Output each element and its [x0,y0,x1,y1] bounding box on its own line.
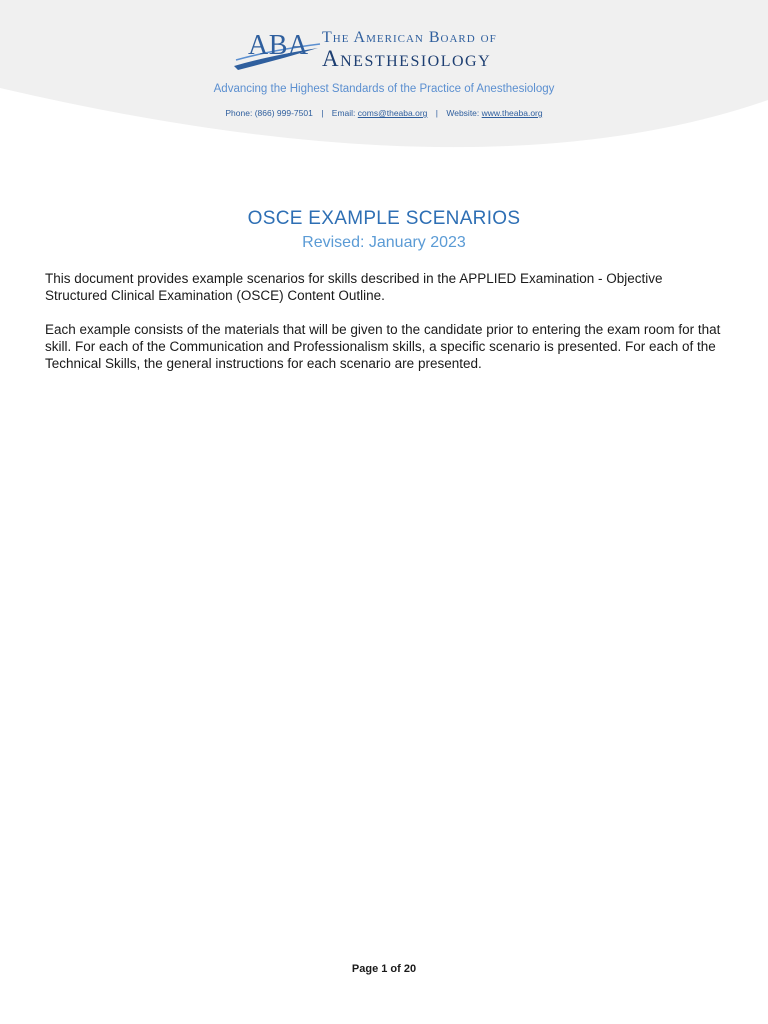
contact-separator: | [321,108,324,118]
contact-email-label: Email: [331,108,356,118]
body-paragraph: Each example consists of the materials that will be given to the candidate prior to entering the exam room for that skill. For each of the Communication and Professionalism skills, a specific scenario is presented. For each of the Technical Skills, the general instructions for each scenario are presented. [45,322,721,371]
document-subtitle: Revised: January 2023 [302,234,466,251]
contact-website-link[interactable]: www.theaba.org [481,108,543,118]
contact-website-label: Website: [446,108,480,118]
document-body [45,270,725,389]
logo-line2: Anesthesiology [322,46,492,71]
body-paragraph: This document provides example scenarios for skills described in the APPLIED Examination - Objective Structured Clinical Examination (OSCE) Content Outline. [45,271,663,303]
page-number: Page 1 of 20 [351,963,417,975]
logo-abbr: ABA [248,30,309,61]
aba-logo [228,26,548,76]
contact-email-link[interactable]: coms@theaba.org [357,108,428,118]
contact-phone: Phone: (866) 999-7501 [225,108,313,118]
document-title: OSCE EXAMPLE SCENARIOS [247,208,521,229]
logo-line1: The American Board of [322,29,497,46]
tagline: Advancing the Highest Standards of the Practice of Anesthesiology [213,83,555,95]
contact-line [0,108,768,118]
contact-separator: | [435,108,438,118]
